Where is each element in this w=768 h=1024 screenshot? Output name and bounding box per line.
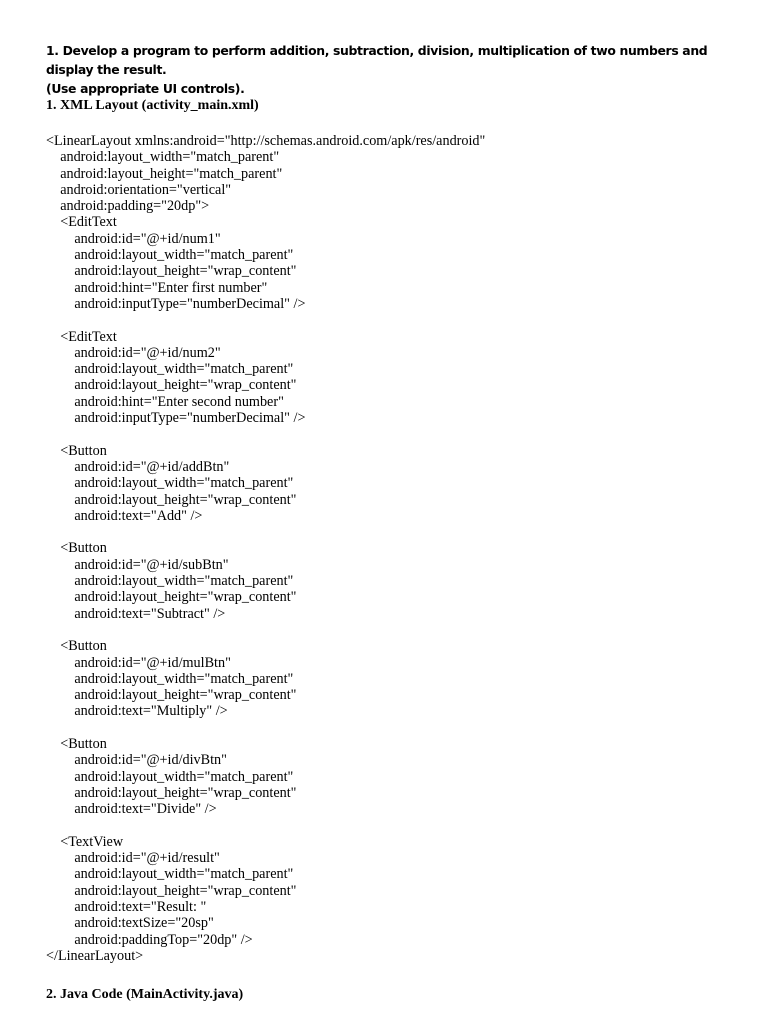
question-line-1: 1. Develop a program to perform addition, subtraction, division, multiplication of two numbers and display the result. — [46, 43, 708, 77]
code-line: android:layout_width="match_parent" — [46, 573, 294, 590]
code-line: <LinearLayout xmlns:android="http://schemas.android.com/apk/res/android" — [46, 133, 486, 149]
code-line: android:layout_width="match_parent" — [46, 475, 294, 492]
code-line: android:layout_height="wrap_content" — [46, 784, 297, 801]
code-line: <Button — [46, 735, 107, 752]
code-line: android:id="@+id/num2" — [46, 344, 221, 361]
code-line: android:inputType="numberDecimal" /> — [46, 410, 306, 427]
code-line: android:layout_height="match_parent" — [46, 165, 283, 182]
code-line: android:text="Subtract" /> — [46, 605, 226, 622]
code-line: android:layout_height="wrap_content" — [46, 687, 297, 704]
code-line: <Button — [46, 540, 107, 557]
code-line: android:orientation="vertical" — [46, 181, 232, 198]
code-line: android:layout_height="wrap_content" — [46, 589, 297, 606]
code-line: <Button — [46, 442, 107, 459]
code-line: <EditText — [46, 328, 117, 345]
code-line: <EditText — [46, 214, 117, 231]
section-heading-xml-layout: 1. XML Layout (activity_main.xml) — [46, 98, 259, 113]
code-line — [46, 426, 485, 442]
question-line-2: (Use appropriate UI controls). — [46, 81, 245, 96]
code-line: android:text="Add" /> — [46, 507, 203, 524]
code-line: <Button — [46, 638, 107, 655]
code-line — [46, 720, 485, 736]
code-line: android:inputType="numberDecimal" /> — [46, 295, 306, 312]
code-line: <TextView — [46, 833, 124, 850]
code-line: android:id="@+id/addBtn" — [46, 458, 230, 475]
code-line: android:layout_width="match_parent" — [46, 149, 280, 166]
code-line: android:padding="20dp"> — [46, 198, 210, 215]
code-line: android:id="@+id/mulBtn" — [46, 654, 231, 671]
code-line — [46, 312, 485, 328]
code-line — [46, 622, 485, 638]
code-line: android:id="@+id/num1" — [46, 230, 221, 247]
code-line: android:layout_width="match_parent" — [46, 866, 294, 883]
code-line: </LinearLayout> — [46, 947, 144, 964]
code-line: android:hint="Enter first number" — [46, 279, 268, 296]
code-line: android:layout_height="wrap_content" — [46, 882, 297, 899]
code-line: android:id="@+id/divBtn" — [46, 752, 227, 769]
code-line: android:layout_height="wrap_content" — [46, 263, 297, 280]
code-line — [46, 817, 485, 833]
question-text — [46, 41, 746, 98]
code-line: android:hint="Enter second number" — [46, 393, 284, 410]
code-line: android:layout_width="match_parent" — [46, 247, 294, 264]
code-line: android:text="Multiply" /> — [46, 703, 228, 720]
code-line: android:textSize="20sp" — [46, 915, 214, 932]
code-line — [46, 524, 485, 540]
code-line: android:layout_width="match_parent" — [46, 361, 294, 378]
code-line: android:text="Divide" /> — [46, 801, 217, 818]
code-line: android:id="@+id/subBtn" — [46, 556, 229, 573]
code-line: android:paddingTop="20dp" /> — [46, 931, 253, 948]
code-line: android:id="@+id/result" — [46, 850, 220, 867]
code-line: android:layout_height="wrap_content" — [46, 491, 297, 508]
section-heading-java-code: 2. Java Code (MainActivity.java) — [46, 987, 244, 1002]
code-line: android:text="Result: " — [46, 898, 207, 915]
code-line: android:layout_width="match_parent" — [46, 768, 294, 785]
xml-code-block — [46, 133, 485, 964]
code-line: android:layout_width="match_parent" — [46, 670, 294, 687]
code-line: android:layout_height="wrap_content" — [46, 377, 297, 394]
